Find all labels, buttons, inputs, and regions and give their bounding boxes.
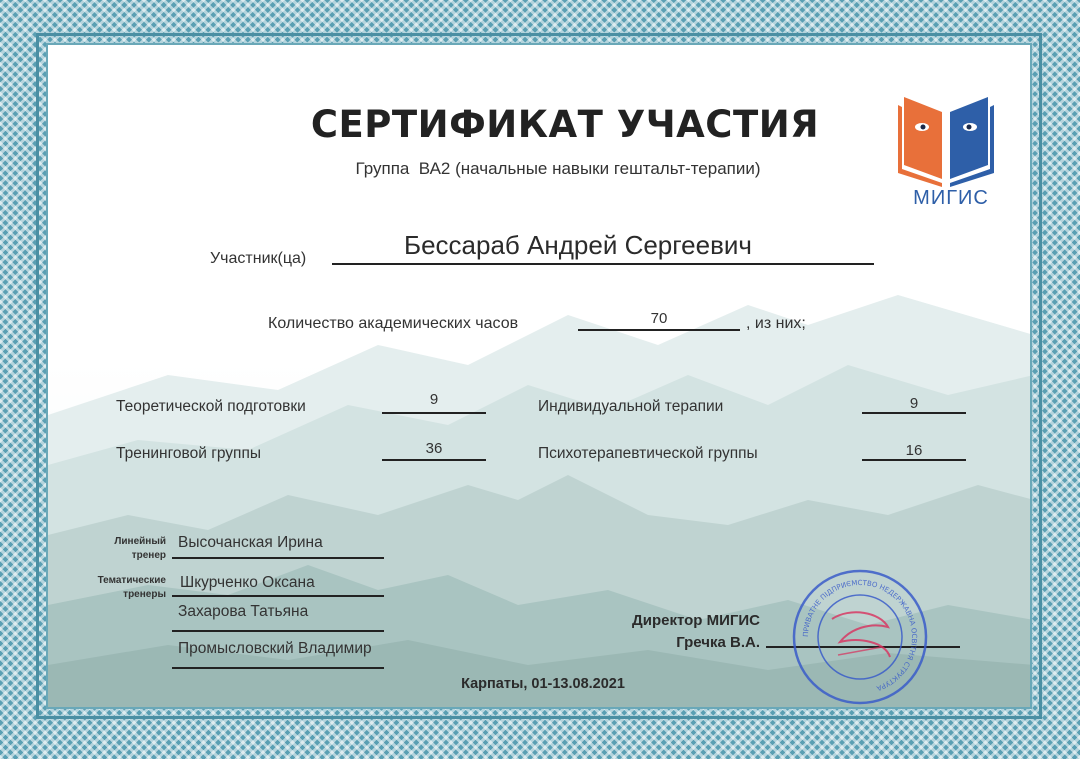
- thematic-trainer-1: Шкурченко Оксана: [180, 574, 315, 591]
- training-underline: [382, 459, 486, 461]
- official-stamp-icon: [790, 567, 930, 707]
- psychotherapy-value: 16: [905, 442, 923, 459]
- line-trainer-name: Высочанская Ирина: [178, 534, 323, 551]
- line-trainer-underline: [172, 557, 384, 559]
- thematic-role-line1: Тематические: [97, 575, 166, 586]
- participant-label: Участник(ца): [210, 250, 307, 267]
- logo-text: МИГИС: [913, 187, 989, 209]
- stamp-ring-text: ПРИВАТНЕ ПІДПРИЄМСТВО НЕДЕРЖАВНА ОСВІТНЯ СТРУКТУРА: [801, 578, 919, 693]
- thematic-role-line2: тренеры: [123, 589, 166, 600]
- psychotherapy-label: Психотерапевтической группы: [538, 445, 758, 462]
- thematic-trainer-3: Промысловский Владимир: [178, 640, 372, 657]
- training-value: 36: [425, 440, 443, 457]
- director-name: Гречка В.А.: [676, 634, 760, 651]
- hours-label: Количество академических часов: [268, 315, 519, 332]
- place-date: Карпаты, 01-13.08.2021: [461, 676, 625, 692]
- line-trainer-role-line2: тренер: [131, 550, 166, 561]
- thematic-trainers-role: [68, 574, 166, 602]
- individual-underline: [862, 412, 966, 414]
- thematic-trainer-1-underline: [172, 595, 384, 597]
- theory-underline: [382, 412, 486, 414]
- participant-underline: [332, 263, 874, 265]
- certificate-paper: [46, 43, 1032, 709]
- hours-value: 70: [650, 310, 668, 327]
- theory-value: 9: [429, 391, 439, 408]
- training-label: Тренинговой группы: [116, 445, 261, 462]
- director-title: Директор МИГИС: [632, 612, 760, 629]
- thematic-trainer-3-underline: [172, 667, 384, 669]
- hours-underline: [578, 329, 740, 331]
- director-block: [588, 610, 760, 654]
- line-trainer-role: [68, 535, 166, 563]
- svg-text:ПРИВАТНЕ ПІДПРИЄМСТВО НЕДЕРЖАВ: [802, 579, 918, 692]
- certificate-subtitle: Группа ВА2 (начальные навыки гештальт-терапии): [355, 159, 761, 178]
- thematic-trainer-2-underline: [172, 630, 384, 632]
- line-trainer-role-line1: Линейный: [114, 536, 166, 547]
- individual-label: Индивидуальной терапии: [538, 398, 724, 415]
- hours-suffix: , из них;: [746, 315, 806, 332]
- certificate-title: СЕРТИФИКАТ УЧАСТИЯ: [310, 103, 820, 146]
- psychotherapy-underline: [862, 459, 966, 461]
- theory-label: Теоретической подготовки: [116, 398, 306, 415]
- participant-name: Бессараб Андрей Сергеевич: [404, 230, 752, 260]
- individual-value: 9: [909, 395, 919, 412]
- thematic-trainer-2: Захарова Татьяна: [178, 603, 309, 620]
